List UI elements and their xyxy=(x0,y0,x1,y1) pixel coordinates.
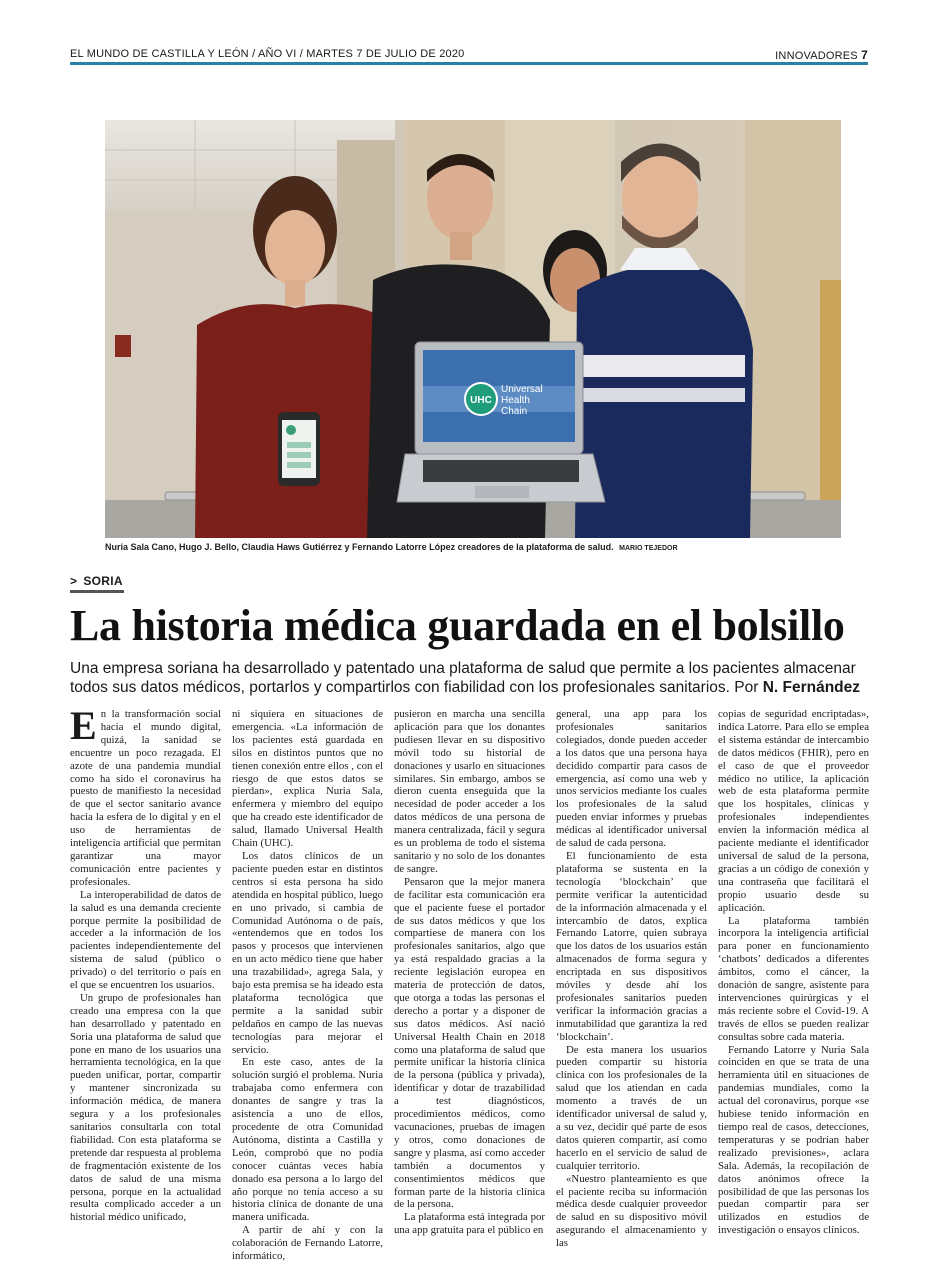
section-label: SORIA xyxy=(83,574,123,588)
paragraph: «Nuestro planteamiento es que el paciente reciba su información médica desde cualquier proveedor de salud en su dispositivo móvil asegurando el almacenamiento y las xyxy=(556,1172,707,1250)
paragraph: La plataforma está integrada por una app gratuita para el público en xyxy=(394,1211,545,1237)
photo-caption xyxy=(105,542,841,552)
laptop-logo-line2: Health xyxy=(501,395,530,406)
laptop-logo-line1: Universal xyxy=(501,384,543,395)
laptop-logo-abbr: UHC xyxy=(470,395,492,406)
paragraph xyxy=(70,703,221,889)
paragraph: La plataforma también incorpora la inteligencia artificial para poner en funcionamiento ‘chatbots’ dedicados a diferentes ámbitos, como el cáncer, la donación de sangre, asistente para intervenciones quirúrgicas y el más reciente sobre el Covid-19. A través de ellos se pueden realizar consultas sobre cada materia. xyxy=(718,914,869,1043)
column-5 xyxy=(718,708,869,1237)
subheadline xyxy=(70,659,870,697)
section-tag xyxy=(70,574,123,588)
paragraph: De esta manera los usuarios pueden compartir su historia clínica con los profesionales de la salud que los atiendan en cada momento a través de un identificador universal de salud y, a su vez, decidir qué parte de esos datos quieren compartir, así como hacerlo en el servicio de salud de cualquier territorio. xyxy=(556,1043,707,1172)
header-dateline: EL MUNDO DE CASTILLA Y LEÓN / AÑO VI / MARTES 7 DE JULIO DE 2020 xyxy=(70,48,465,60)
header-section xyxy=(775,48,868,62)
headline: La historia médica guardada en el bolsillo xyxy=(70,601,845,650)
photo-credit: MARIO TEJEDOR xyxy=(619,545,678,552)
paragraph: copias de seguridad encriptadas», indica Latorre. Para ello se emplea el sistema estándar de intercambio de datos médicos (FHIR), pero en el caso de que el proveedor médico no utilice, la aplicación web de esta plataforma permite que los hospitales, clínicas y profesionales independientes envíen la información médica al paciente mediante el identificador universal de salud de la persona, gracias a un código de conexión y una contraseña que facilitará el propio usuario desde su aplicación. xyxy=(718,708,869,914)
section-arrow: > xyxy=(70,574,78,588)
section-rule xyxy=(70,590,124,593)
paragraph: El funcionamiento de esta plataforma se sustenta en la tecnología ‘blockchain’ que permite verificar la autenticidad de la información almacenada y el intercambio de datos, explica Fernando Latorre, quien subraya que los datos de los usuarios están almacenados de forma segura y encriptada en sus dispositivos móviles y desde ahí los profesionales sanitarios pueden verificar la información gracias a inmutabilidad que garantiza la red ‘blockchain’. xyxy=(556,849,707,1043)
column-2 xyxy=(232,708,383,1263)
paragraph-text: n la transformación social hacia el mundo digital, quizá, la sanidad se encuentre un poco rezagada. El azote de una pandemia mundial como ha sido el coronavirus ha puesto de manifiesto la necesidad de que el sector sanitario avance hacia la esfera de lo digital y en el uso de herramientas de inteligencia artificial que permitan garantizar una mayor comunicación entre pacientes y profesionales. xyxy=(70,708,221,888)
paragraph: pusieron en marcha una sencilla aplicación para que los donantes pudiesen llevar en su dispositivo móvil todo su historial de donaciones y usarlo en situaciones similares. Sin embargo, ambos se dieron cuenta enseguida que la necesidad de poder acceder a los datos médicos de una persona de manera centralizada, fácil y segura es un problema de todo el sistema sanitario y no solo de los donantes de sangre. xyxy=(394,708,545,875)
article-body xyxy=(70,703,870,1263)
dropcap: E xyxy=(70,703,97,748)
paragraph: En este caso, antes de la solución surgió el problema. Nuria trabajaba como enfermera con donantes de sangre y tras la asistencia a uno de ellos, procedente de otra Comunidad Autónoma, distinta a Castilla y León, comprobó que no podía conocer cuántas veces había donado esa persona a lo largo del año porque no tenía acceso a su historia clínica de donante de una manera unificada. xyxy=(232,1056,383,1224)
paragraph: general, una app para los profesionales sanitarios colegiados, donde pueden acceder a los datos que una persona haya decidido compartir para casos de emergencia, así como una web y unos servicios mediante los cuales los profesionales de la salud pueden enviar informes y pruebas médicas al identificador universal de salud de cada persona. xyxy=(556,708,707,850)
column-3 xyxy=(394,708,545,1237)
photo-illustration xyxy=(105,120,841,538)
column-4 xyxy=(556,708,707,1250)
paragraph: Pensaron que la mejor manera de facilitar esta comunicación era que el paciente fuese el portador de sus datos médicos y que los compartiese de manera con los profesionales sanitarios, algo que ya está respaldado gracias a la reciente legislación europea en materia de protección de datos, que otorga a todas las personas el derecho a portar y a disponer de sus datos médicos. Así nació Universal Health Chain en 2018 como una plataforma de salud que permite unificar la historia clínica de la persona (pública y privada), identificar y dotar de trazabilidad a test diagnósticos, procedimientos médicos, como vacunaciones, pruebas de imagen y otros, como donaciones de sangre y plasma, así como acceder también a documentos y consentimientos médicos que forman parte de la historia clínica de la persona. xyxy=(394,875,545,1211)
header-rule xyxy=(70,62,868,65)
paragraph: Los datos clínicos de un paciente pueden estar en distintos centros si esta persona ha sido atendida en hospital público, luego en uno privado, si cambia de Comunidad Autónoma o de país, «entendemos que en todos los pasos y procesos que intervienen en un acto médico tiene que haber una trazabilidad», agrega Sala, y bajo esta premisa se ha ideado esta plataforma tecnológica que permite a la sanidad subir peldaños en campo de las nuevas tecnologías para mejorar el servicio. xyxy=(232,849,383,1056)
paragraph: A partir de ahí y con la colaboración de Fernando Latorre, informático, xyxy=(232,1224,383,1263)
byline: N. Fernández xyxy=(762,679,861,696)
column-1 xyxy=(70,703,221,1224)
paragraph: ni siquiera en situaciones de emergencia. «La información de los pacientes está guardada en silos en distintos puntos que no tienen conexión entre ellos , con el riesgo de que estos datos se pierdan», explica Nuria Sala, enfermera y miembro del equipo que ha creado este identificador de salud, llamado Universal Health Chain (UHC). xyxy=(232,708,383,850)
page-number: 7 xyxy=(861,48,868,62)
paragraph: Fernando Latorre y Nuria Sala coinciden en que se trata de una herramienta útil en situaciones de pandemias mundiales, como la actual del coronavirus, porque «se hubiese tenido información en tiempo real de casos, detecciones, temperaturas y se podrían haber realizado previsiones», aclara Sala. Además, la recopilación de datos anónimos ofrece la posibilidad de que las personas los puedan compartir para ser utilizados en estudios de investigación o ensayos clínicos. xyxy=(718,1043,869,1237)
caption-text: Nuria Sala Cano, Hugo J. Bello, Claudia Haws Gutiérrez y Fernando Latorre López creadores de la plataforma de salud. xyxy=(105,542,614,552)
subhead-text: Una empresa soriana ha desarrollado y patentado una plataforma de salud que permite a los pacientes almacenar todos sus datos médicos, portarlos y compartirlos con fiabilidad con los profesionales sanitarios. Por xyxy=(70,660,856,696)
paragraph: Un grupo de profesionales han creado una empresa con la que han desarrollado y patentado en Soria una plataforma de salud que pone en mano de los usuarios una herramienta tecnológica, en la que pueden unificar, portar, compartir y mantener sincronizada su información médica, de manera segura y a los profesionales sanitarios consultarla con total fiabilidad. Con esta plataforma se pretende dar respuesta al problema de fragmentación existente de los datos de salud de una misma persona, porque en la actualidad resulta complicado acceder a un historial médico unificado, xyxy=(70,991,221,1224)
paragraph: La interoperabilidad de datos de la salud es una demanda creciente porque permite la posibilidad de acceder a la información de los pacientes independientemente del sistema de salud (público o privado) o del territorio o país en el que se encuentren los usuarios. xyxy=(70,888,221,992)
news-photo xyxy=(105,120,841,538)
laptop-logo-line3: Chain xyxy=(501,406,528,417)
header-section-label: INNOVADORES xyxy=(775,50,858,62)
